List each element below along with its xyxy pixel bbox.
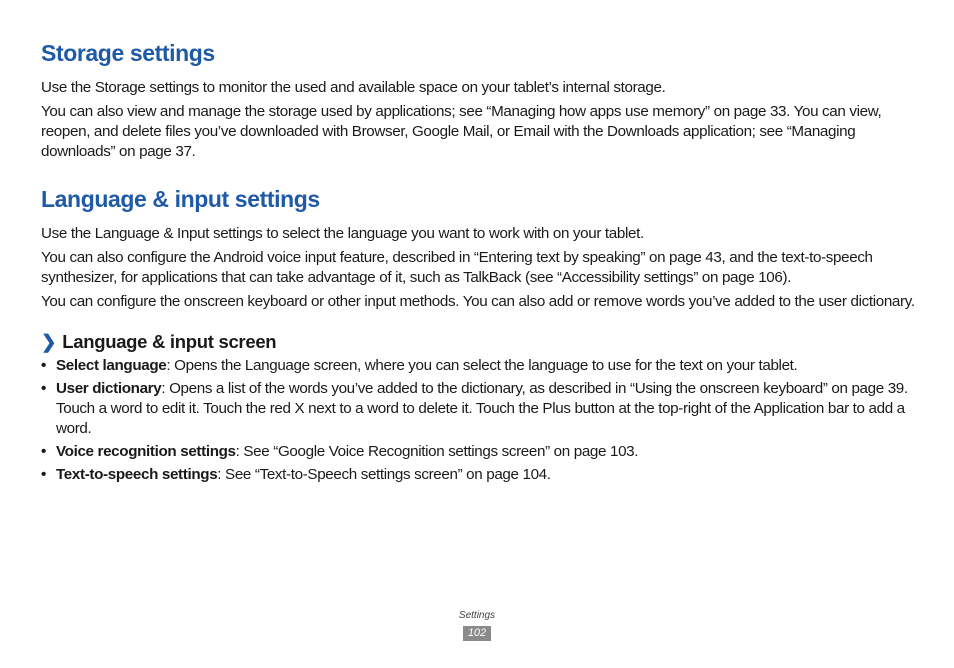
language-voice-paragraph: You can also configure the Android voice input feature, described in “Entering text by speaking” on page 43, and the text-to-speech synthesizer, for applications that can take advantage of it, such as TalkBack (see “Accessibility settings” on page 106). bbox=[41, 249, 873, 286]
list-item-term: Select language bbox=[56, 357, 167, 374]
list-item-text: : Opens a list of the words you’ve added to the dictionary, as described in “Using the onscreen keyboard” on page 39. Touch a word to edit it. Touch the red X next to a word to delete it. Touch the Plus button at the top-right of the Application bar to add a word. bbox=[56, 380, 908, 437]
list-item-text: : See “Text-to-Speech settings screen” on page 104. bbox=[217, 466, 551, 483]
list-item-text: : See “Google Voice Recognition settings screen” on page 103. bbox=[235, 443, 639, 460]
subheading-text: Language & input screen bbox=[62, 331, 277, 352]
language-input-screen-subheading bbox=[41, 330, 916, 354]
page-footer bbox=[0, 609, 954, 641]
footer-section-name: Settings bbox=[458, 610, 496, 621]
list-item bbox=[41, 465, 916, 485]
storage-intro-paragraph: Use the Storage settings to monitor the used and available space on your tablet’s internal storage. bbox=[41, 79, 666, 96]
bullet-icon: • bbox=[41, 443, 46, 460]
list-item bbox=[41, 442, 916, 462]
list-item-text: : Opens the Language screen, where you can select the language to use for the text on your tablet. bbox=[166, 357, 798, 374]
list-item bbox=[41, 379, 916, 439]
list-item-term: Voice recognition settings bbox=[56, 443, 236, 460]
language-settings-heading: Language & input settings bbox=[41, 186, 320, 212]
list-item-term: Text-to-speech settings bbox=[56, 466, 218, 483]
bullet-icon: • bbox=[41, 357, 46, 374]
page-content bbox=[41, 38, 916, 488]
chevron-right-icon: ❯ bbox=[41, 331, 57, 352]
bullet-icon: • bbox=[41, 380, 46, 397]
storage-settings-heading: Storage settings bbox=[41, 40, 215, 66]
screen-options-list bbox=[41, 356, 916, 485]
language-keyboard-paragraph: You can configure the onscreen keyboard or other input methods. You can also add or remove words you’ve added to the user dictionary. bbox=[41, 293, 915, 310]
list-item-term: User dictionary bbox=[56, 380, 162, 397]
language-intro-paragraph: Use the Language & Input settings to select the language you want to work with on your tablet. bbox=[41, 225, 644, 242]
bullet-icon: • bbox=[41, 466, 46, 483]
storage-details-paragraph: You can also view and manage the storage used by applications; see “Managing how apps use memory” on page 33. You can view, reopen, and delete files you’ve downloaded with Browser, Google Mail, or Email with the Downloads application; see “Managing downloads” on page 37. bbox=[41, 103, 882, 160]
list-item bbox=[41, 356, 916, 376]
page-number: 102 bbox=[463, 626, 491, 641]
